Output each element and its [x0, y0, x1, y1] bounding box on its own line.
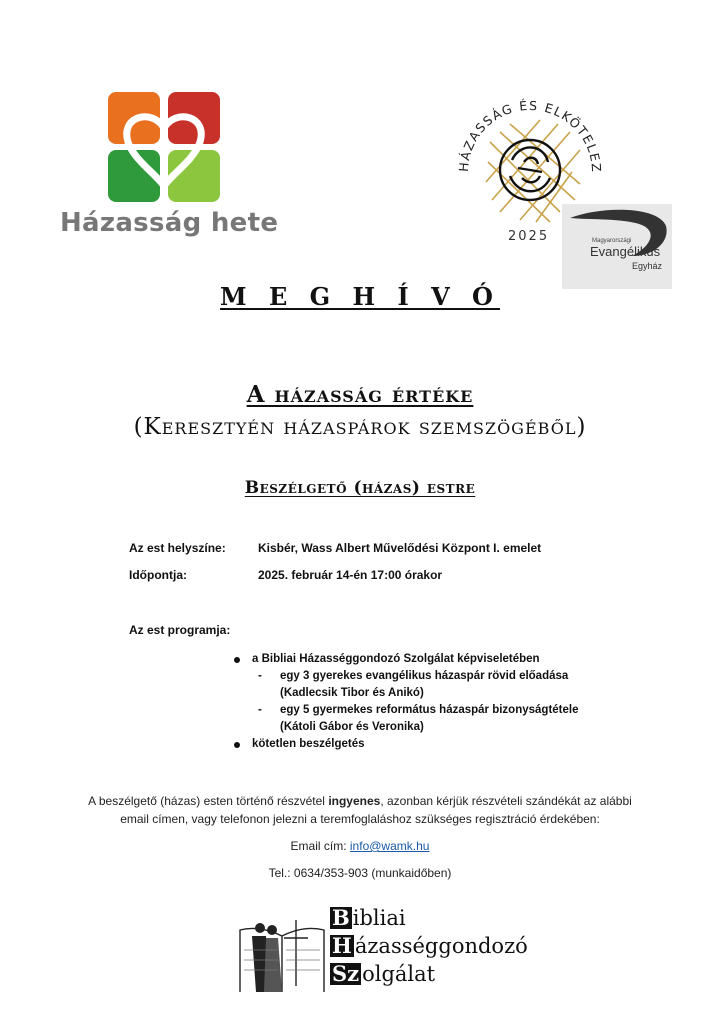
couple-cross-icon — [236, 900, 328, 995]
hazassag-hete-logo — [56, 90, 279, 240]
dash-icon: - — [258, 704, 262, 716]
bullet-icon — [234, 742, 240, 748]
list-item: kötetlen beszélgetés — [232, 736, 579, 753]
list-item-names: (Kátoli Gábor és Veronika) — [280, 721, 424, 733]
place-value: Kisbér, Wass Albert Művelődési Központ I. emelet — [258, 541, 542, 555]
place-label: Az est helyszíne: — [129, 541, 226, 555]
participation-text: A beszélgető (házas) esten történő részvétel ingyenes, azonban kérjük részvételi szándékát az alábbi — [88, 794, 632, 808]
list-item: a Bibliai Házasséggondozó Szolgálat képviseletében — [232, 651, 579, 668]
logo-word-hazassaggondozo: H ázasséggondozó — [332, 933, 528, 958]
time-value: 2025. február 14-én 17:00 órakor — [258, 568, 443, 582]
bibliai-hazassaggondozo-logo — [236, 900, 526, 995]
program-label: Az est programja: — [129, 623, 231, 637]
ring-text: HÁZASSÁG ÉS ELKÖTELEZ — [455, 97, 605, 174]
evangelical-church-logo — [562, 204, 672, 289]
hazassag-hete-text: Házasság hete — [60, 208, 279, 238]
event-title: A házasság értéke — [246, 381, 474, 408]
logo-word-szolgalat: Sz olgálat — [332, 961, 436, 986]
event-subtitle: (Keresztyén házaspárok szemszögéből) — [133, 414, 587, 440]
heart-squares-icon — [56, 90, 276, 205]
list-item: - egy 3 gyerekes evangélikus házaspár rövid előadása — [232, 668, 579, 685]
svg-text:HÁZASSÁG ÉS ELKÖTELEZŐDÉS ÉVE — [440, 72, 604, 174]
program-list — [232, 651, 579, 753]
church-sub-text: Egyház — [632, 261, 663, 271]
list-item: - egy 5 gyermekes református házaspár bizonyságtétele — [232, 702, 579, 719]
phone-line: Tel.: 0634/353-903 (munkaidőben) — [268, 866, 452, 880]
church-small-text: Magyarországi — [592, 238, 632, 244]
registration-text: email címen, vagy telefonon jelezni a teremfoglaláshoz szükséges regisztráció érdekében: — [120, 812, 600, 826]
year-2025: 2025 — [508, 229, 550, 244]
logo-word-bibliai: B ibliai — [332, 905, 406, 930]
time-label: Időpontja: — [129, 568, 187, 582]
email-link[interactable]: info@wamk.hu — [349, 839, 430, 853]
church-main-text: Evangélikus — [590, 244, 661, 259]
dash-icon: - — [258, 670, 262, 682]
event-type: Beszélgető (házas) estre — [244, 478, 476, 498]
marriage-year-logo — [440, 72, 680, 287]
list-item-names: (Kadlecsik Tibor és Anikó) — [280, 687, 424, 699]
email-line: Email cím: info@wamk.hu — [290, 839, 430, 853]
bullet-icon — [234, 657, 240, 663]
invitation-heading: M E G H Í V Ó — [220, 282, 500, 311]
